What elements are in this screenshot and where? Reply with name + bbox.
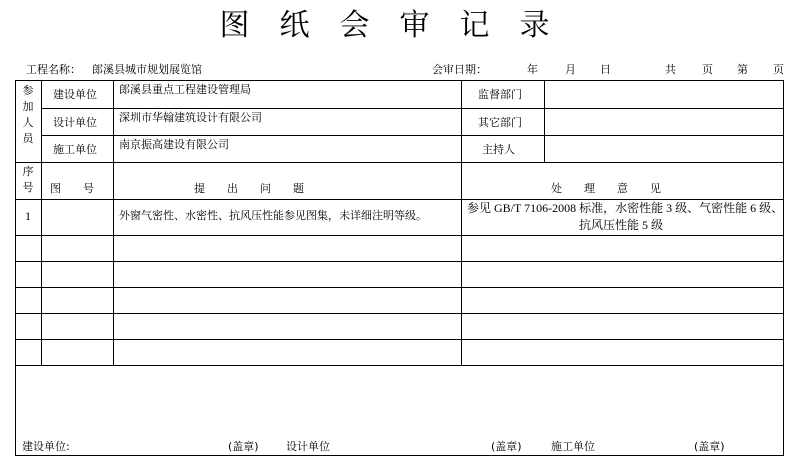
supervision-dept-label: 监督部门 <box>478 88 522 101</box>
page-unit-label-2: 页 <box>773 63 784 76</box>
review-date-label: 会审日期： <box>432 63 487 76</box>
page-unit-label: 页 <box>702 63 713 76</box>
item-resolution-line1: 参见 GB/T 7106-2008 标准，水密性能 3 级、气密性能 6 级、 <box>467 201 784 215</box>
resolution-header: 处 理 意 见 <box>551 182 661 195</box>
item-issue: 外窗气密性、水密性、抗风压性能参见图集，未详细注明等级。 <box>119 209 427 222</box>
item-resolution-line2: 抗风压性能 5 级 <box>579 218 664 232</box>
footer-design-unit-label: 设计单位 <box>286 440 330 453</box>
participants-side-label: 参加人员 <box>22 84 34 145</box>
date-year: 年 <box>527 63 538 76</box>
document-title: 图纸会审记录 <box>219 8 580 43</box>
construction-unit-label: 施工单位 <box>53 143 97 156</box>
build-unit-label: 建设单位 <box>53 88 97 101</box>
review-table <box>15 80 784 456</box>
date-day: 日 <box>600 63 611 76</box>
design-unit-value: 深圳市华翰建筑设计有限公司 <box>119 111 262 124</box>
footer-seal-2: (盖章) <box>491 440 522 453</box>
item-seq: 1 <box>25 209 31 223</box>
host-label: 主持人 <box>482 143 515 156</box>
construction-unit-value: 南京振高建设有限公司 <box>119 138 229 151</box>
design-unit-label: 设计单位 <box>53 116 97 129</box>
project-name-label: 工程名称： <box>26 63 81 76</box>
date-month: 月 <box>565 63 576 76</box>
build-unit-value: 郎溪县重点工程建设管理局 <box>119 83 251 96</box>
page-total-label: 共 <box>665 63 676 76</box>
issue-header: 提 出 问 题 <box>194 182 304 195</box>
footer-seal-1: (盖章) <box>228 440 259 453</box>
drawing-no-header: 图 号 <box>50 182 94 195</box>
page-number-label: 第 <box>737 63 748 76</box>
footer-seal-3: (盖章) <box>694 440 725 453</box>
footer-build-unit-label: 建设单位: <box>22 440 70 453</box>
seq-header: 序号 <box>22 165 34 194</box>
project-name-value: 郎溪县城市规划展览馆 <box>92 63 202 76</box>
footer-construction-unit-label: 施工单位 <box>551 440 595 453</box>
other-dept-label: 其它部门 <box>478 116 522 129</box>
